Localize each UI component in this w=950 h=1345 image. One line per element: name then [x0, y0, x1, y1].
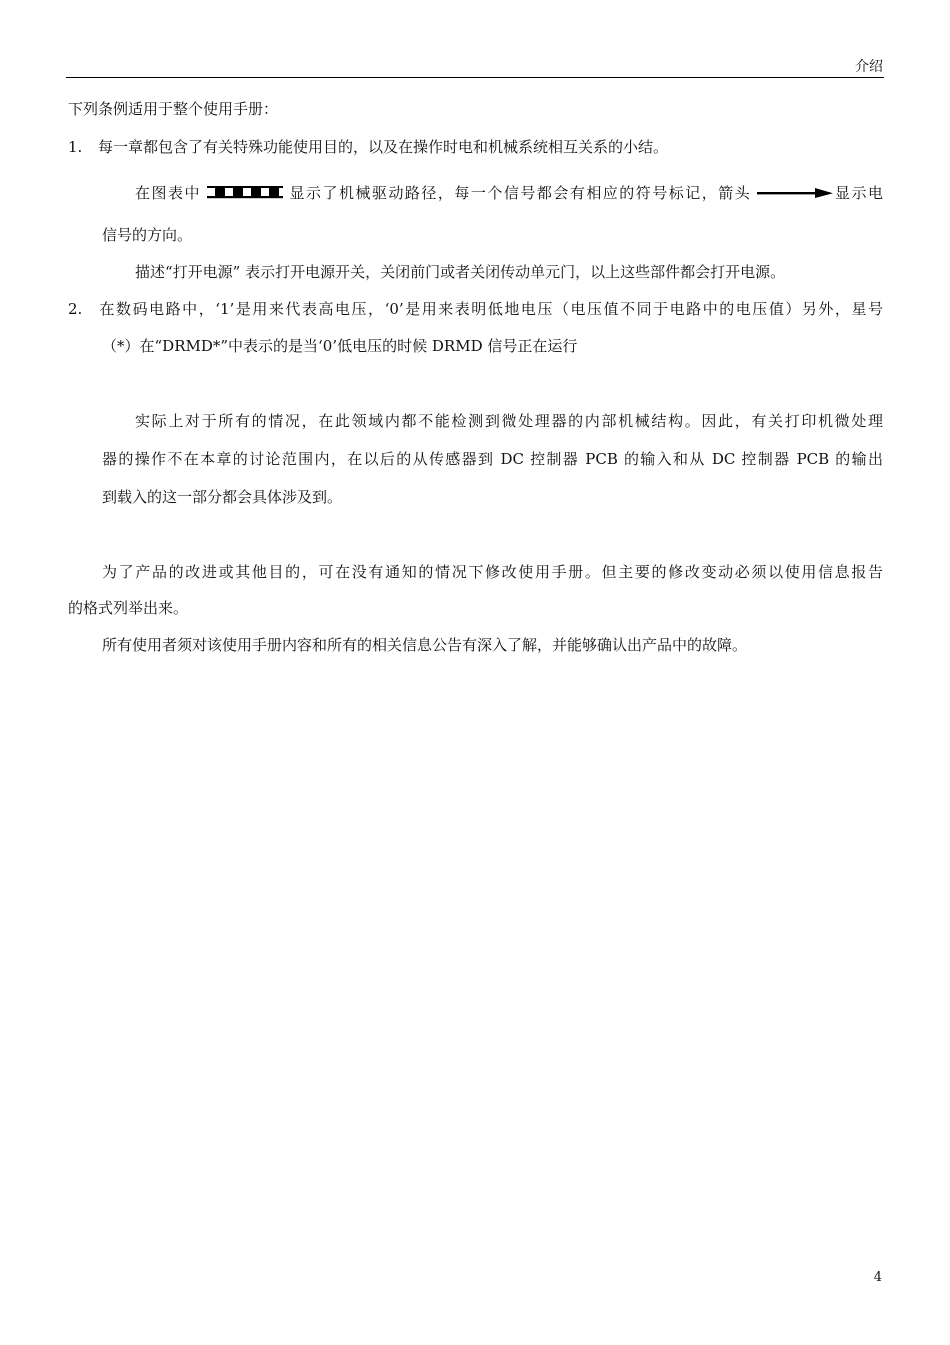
header-title: 介绍	[855, 59, 883, 75]
paragraph2-line1: 为了产品的改进或其他目的，可在没有通知的情况下修改使用手册。但主要的修改变动必须以使用信息报告	[102, 563, 883, 581]
power-note: 描述“打开电源” 表示打开电源开关，关闭前门或者关闭传动单元门，以上这些部件都会打开电源。	[135, 263, 786, 281]
intro-lead: 下列条例适用于整个使用手册：	[68, 100, 279, 118]
signal-arrow-icon	[757, 184, 833, 204]
drive-path-line	[135, 183, 883, 204]
item-1-text: 每一章都包含了有关特殊功能使用目的，以及在操作时电和机械系统相互关系的小结。	[98, 138, 669, 156]
paragraph1-line3: 到载入的这一部分都会具体涉及到。	[102, 488, 343, 506]
item-2-cont: （*）在“DRMD*”中表示的是当‘0’低电压的时候 DRMD 信号正在运行	[102, 337, 578, 355]
drive-path-cont: 信号的方向。	[102, 226, 193, 244]
mechanical-drive-path-icon	[207, 184, 283, 204]
paragraph1-line1: 实际上对于所有的情况，在此领域内都不能检测到微处理器的内部机械结构。因此，有关打印机微处理	[135, 412, 883, 430]
item-2-text: 在数码电路中，‘1’是用来代表高电压，‘0’是用来表明低地电压（电压值不同于电路中的电压值）另外，星号	[98, 300, 883, 318]
item-1	[68, 137, 668, 157]
drive-path-before: 在图表中	[135, 184, 201, 202]
drive-path-after: 显示电	[833, 184, 883, 202]
paragraph1-line2: 器的操作不在本章的讨论范围内，在以后的从传感器到 DC 控制器 PCB 的输入和从 DC 控制器 PCB 的输出	[102, 450, 883, 468]
paragraph2-line2: 的格式列举出来。	[68, 599, 189, 617]
page-number: 4	[873, 1270, 882, 1285]
item-2-number: 2.	[68, 300, 83, 318]
drive-path-middle: 显示了机械驱动路径，每一个信号都会有相应的符号标记，箭头	[289, 184, 752, 202]
paragraph3-line1: 所有使用者须对该使用手册内容和所有的相关信息公告有深入了解，并能够确认出产品中的故障。	[102, 636, 748, 654]
header-rule	[66, 77, 884, 78]
item-2	[68, 299, 883, 319]
item-1-number: 1.	[68, 138, 83, 156]
